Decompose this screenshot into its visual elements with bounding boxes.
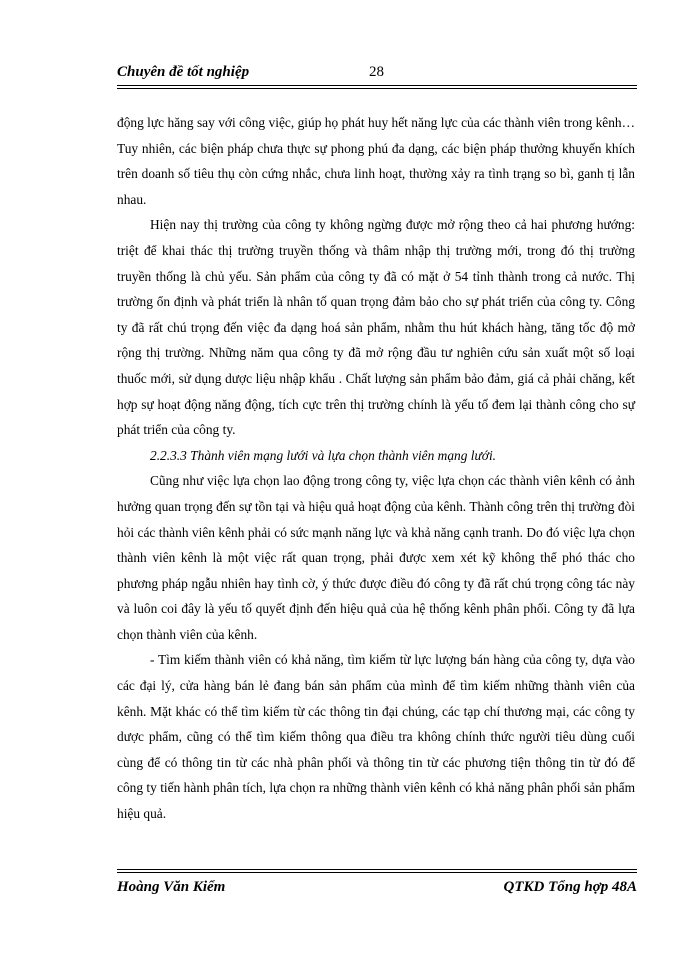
- section-heading: 2.2.3.3 Thành viên mạng lưới và lựa chọn thành viên mạng lưới.: [150, 447, 497, 463]
- paragraph-search-members: - Tìm kiếm thành viên có khả năng, tìm kiếm từ lực lượng bán hàng của công ty, dựa vào các đại lý, cửa hàng bán lẻ đang bán sản phẩm của mình để tìm kiếm những thành viên của kênh. Mặt khác có thể tìm kiếm từ các thông tin đại chúng, các tạp chí thương mại, các công ty dược phẩm, cũng có thể tìm kiếm thông qua điều tra không chính thức người tiêu dùng cuối cùng để có thông tin từ các nhà phân phối và thông tin từ các phương tiện thông tin từ đó để công ty tiến hành phân tích, lựa chọn ra những thành viên kênh có khả năng phân phối sản phẩm hiệu quả.: [117, 652, 635, 822]
- footer-author: Hoàng Văn Kiểm: [117, 879, 226, 895]
- document-body: [117, 110, 635, 827]
- page-footer: [117, 879, 637, 901]
- header-title: Chuyên đề tốt nghiệp: [117, 64, 250, 80]
- paragraph-market: Hiện nay thị trường của công ty không ngừng được mở rộng theo cả hai phương hướng: triệt để khai thác thị trường truyền thống và thâm nhập thị trường mới, trong đó thị trường truyền thống là chủ yếu. Sản phẩm của công ty đã có mặt ở 54 tỉnh thành trong cả nước. Thị trường ổn định và phát triển là nhân tố quan trọng đảm bảo cho sự phát triển của công ty. Công ty đã rất chú trọng đến việc đa dạng hoá sản phẩm, nhằm thu hút khách hàng, tăng tốc độ mở rộng thị trường. Những năm qua công ty đã mở rộng đầu tư nghiên cứu sản xuất một số loại thuốc mới, sử dụng dược liệu nhập khẩu . Chất lượng sản phẩm bảo đảm, giá cả phải chăng, kết hợp sự hoạt động năng động, tích cực trên thị trường chính là yếu tố đem lại thành công cho sự phát triển của công ty.: [117, 217, 635, 438]
- paragraph-member-selection: Cũng như việc lựa chọn lao động trong công ty, việc lựa chọn các thành viên kênh có ảnh hưởng quan trọng đến sự tồn tại và hiệu quả hoạt động của kênh. Thành công trên thị trường đòi hỏi các thành viên kênh phải có sức mạnh năng lực và khả năng cạnh tranh. Do đó việc lựa chọn thành viên kênh là một việc rất quan trọng, phải được xem xét kỹ không thể phó thác cho phương pháp ngẫu nhiên hay tình cờ, ý thức được điều đó công ty đã rất chú trọng công tác này và luôn coi đây là yếu tố quyết định đến hiệu quả của hệ thống kênh phân phối. Công ty đã lựa chọn thành viên của kênh.: [117, 473, 635, 642]
- page-number: 28: [369, 64, 384, 80]
- page-header: [117, 64, 637, 86]
- footer-class: QTKD Tổng hợp 48A: [503, 879, 637, 895]
- header-rule: [117, 85, 637, 89]
- footer-rule: [117, 869, 637, 873]
- paragraph-continuation: động lực hăng say với công việc, giúp họ phát huy hết năng lực của các thành viên trong kênh… Tuy nhiên, các biện pháp chưa thực sự phong phú đa dạng, các biện pháp thưởng khuyến khích trên doanh số tiêu thụ còn cứng nhắc, chưa linh hoạt, thường xảy ra tình trạng so bì, ganh tị lẫn nhau.: [117, 115, 635, 207]
